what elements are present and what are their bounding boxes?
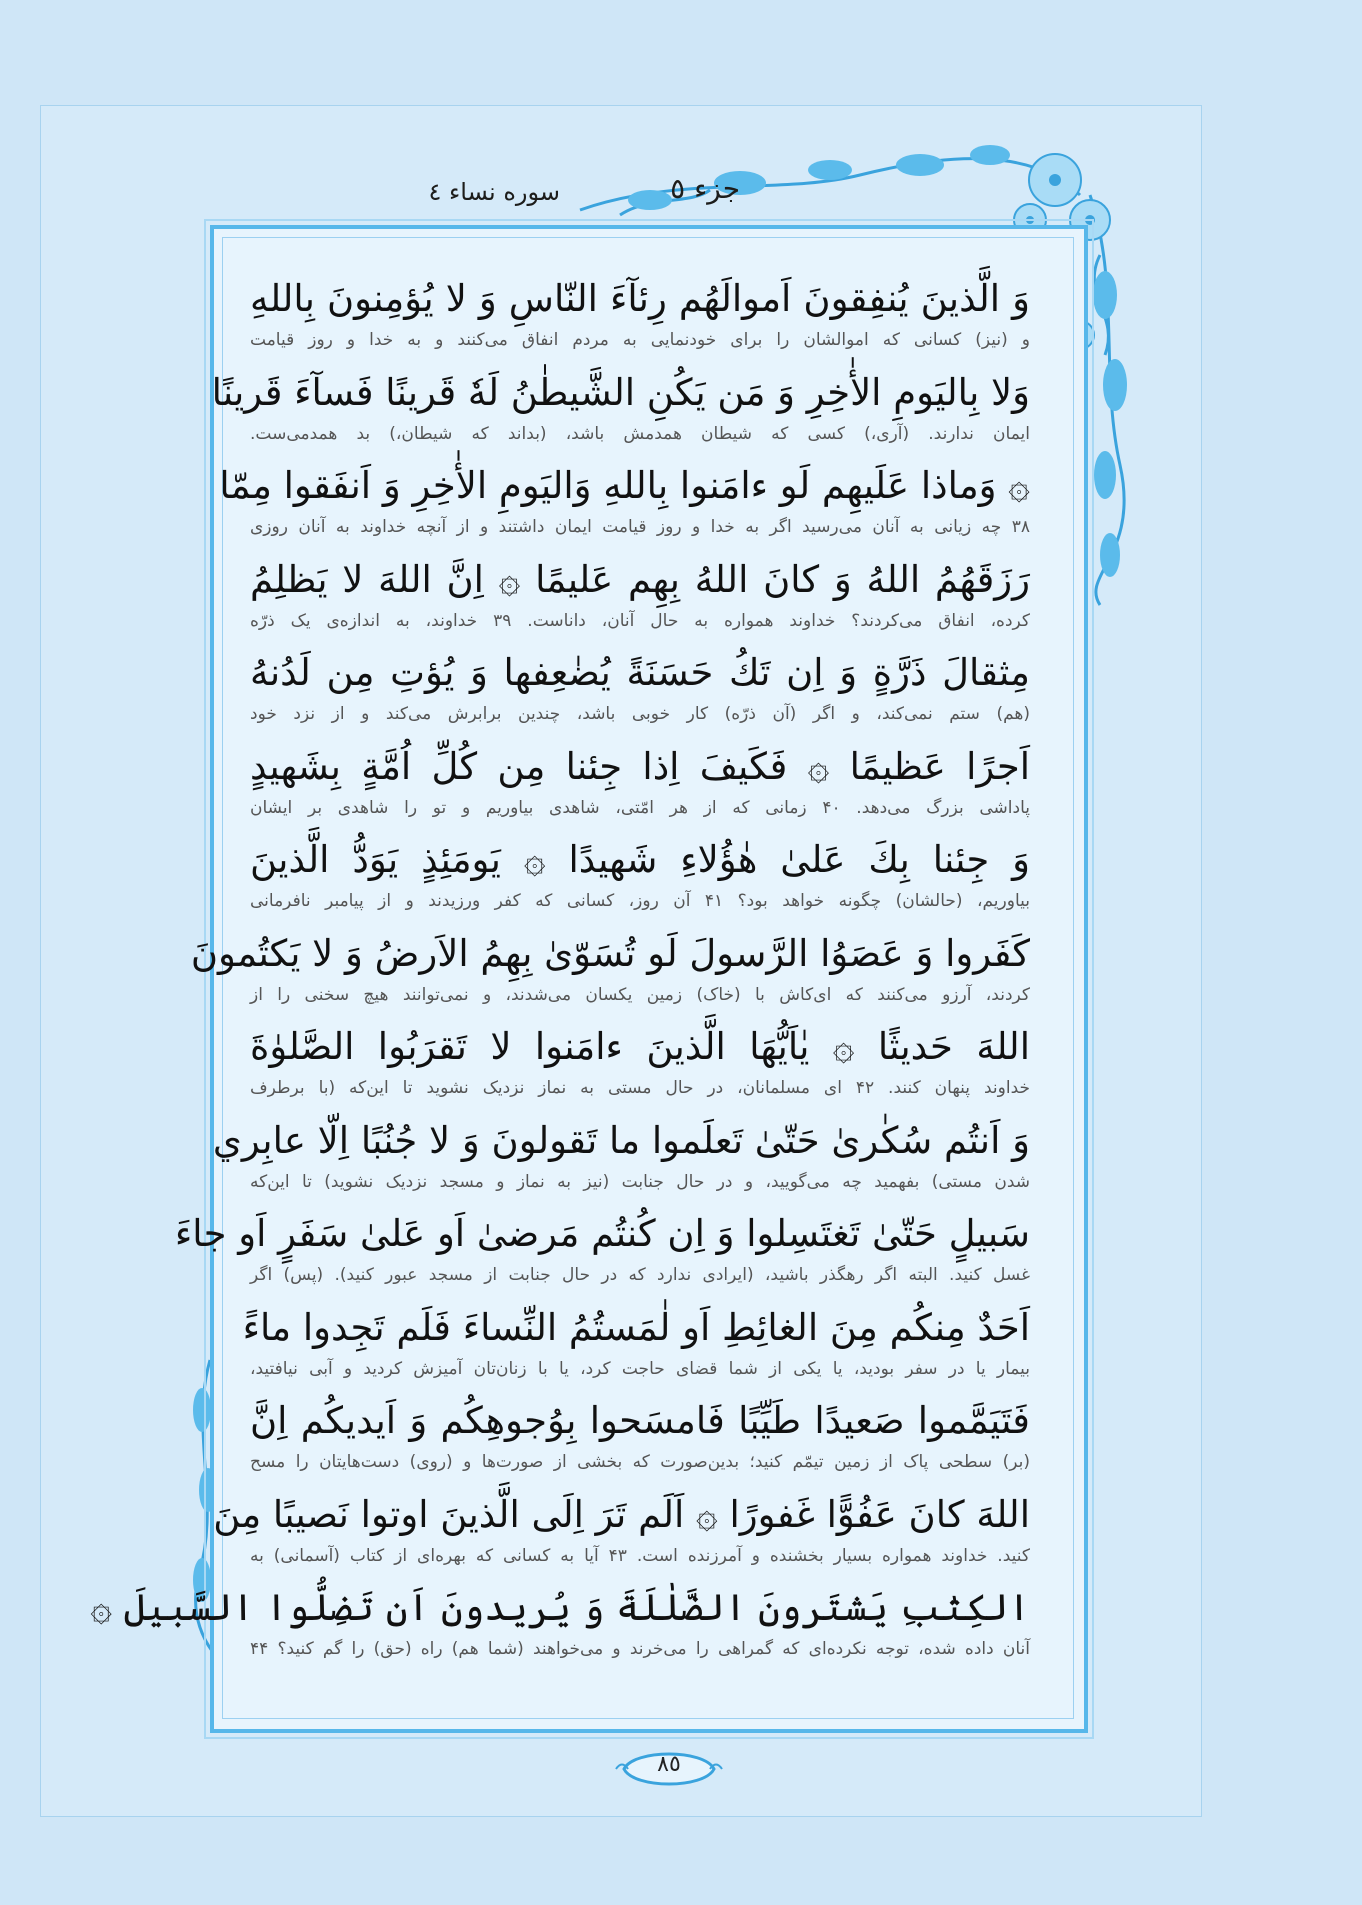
line-pair [250, 551, 1030, 645]
line-pair [250, 738, 1030, 832]
line-pair [250, 1392, 1030, 1486]
arabic-verse-line: اللهَ حَديثًا ۞ يٰاَيُّهَا الَّذينَ ءامَنوا لا تَقرَبُوا الصَّلوٰةَ [250, 1025, 1030, 1068]
line-pair [250, 644, 1030, 738]
arabic-verse-line: رَزَقَهُمُ اللهُ وَ كانَ اللهُ بِهِم عَليمًا ۞ اِنَّ اللهَ لا يَظلِمُ [250, 557, 1030, 601]
persian-translation-line: (بر) سطحی پاک از زمین تیمّم کنید؛ بدین‌صورت که بخشی از صورت‌ها و (روی) دست‌هایتان را مسح [250, 1452, 1030, 1472]
persian-translation-line: شدن مستی) بفهمید چه می‌گویید، و در حال جنابت (نیز به نماز و مسجد نزدیک نشوید) تا این‌که [250, 1171, 1030, 1192]
line-pair [242, 1299, 1030, 1393]
persian-translation-line: بیمار یا در سفر بودید، یا یکی از شما قضای حاجت کرد، یا با زنان‌تان آمیزش کردید و آبی نیافتید، [250, 1358, 1030, 1379]
persian-translation-line: خداوند پنهان کنند. ۴۲ ای مسلمانان، در حال مستی به نماز نزدیک نشوید تا این‌که (با برطرف [250, 1078, 1030, 1098]
persian-translation-line: کردند، آرزو می‌کنند که ای‌کاش با (خاک) زمین یکسان می‌شدند، و نمی‌توانند هیچ سخنی را از [250, 984, 1030, 1005]
line-pair [250, 270, 1030, 364]
line-pair [213, 1486, 1030, 1580]
persian-translation-line: و (نیز) کسانی که اموالشان را برای خودنمایی به مردم انفاق می‌کنند و به خدا و روز قیامت [250, 330, 1030, 350]
arabic-verse-line: وَلا بِاليَومِ الأٰخِرِ وَ مَن يَكُنِ الشَّيطٰنُ لَهٗ قَرينًا فَسآءَ قَرينًا [211, 370, 1030, 414]
persian-translation-line: پاداشی بزرگ می‌دهد. ۴۰ زمانی که از هر امّتی، شاهدی بیاوریم و تو را شاهدی بر ایشان [250, 797, 1030, 818]
line-pair [90, 1579, 1030, 1673]
surah-label: سوره نساء ٤ [428, 178, 560, 206]
page-header [400, 170, 820, 210]
persian-translation-line: کنید. خداوند همواره بسیار بخشنده و آمرزنده است. ۴۳ آیا به کسانی که بهره‌ای از کتاب (آسمانی) به [250, 1545, 1030, 1566]
line-pair [212, 1112, 1030, 1206]
persian-translation-line: ۳۸ چه زیانی به آنان می‌رسید اگر به خدا و روز قیامت ایمان داشتند و از آنچه خداوند به آنان روزی [250, 517, 1030, 537]
arabic-verse-line: ۞ وَماذا عَلَيهِم لَو ءامَنوا بِاللهِ وَاليَومِ الأٰخِرِ وَ اَنفَقوا مِمّا [219, 464, 1030, 507]
arabic-verse-line: اَحَدٌ مِنكُم مِنَ الغائِطِ اَو لٰمَستُمُ النِّساءَ فَلَم تَجِدوا ماءً [242, 1305, 1030, 1349]
arabic-verse-line: وَ الَّذينَ يُنفِقونَ اَموالَهُم رِئآءَ النّاسِ وَ لا يُؤمِنونَ بِاللهِ [250, 277, 1030, 320]
arabic-verse-line: مِثقالَ ذَرَّةٍ وَ اِن تَكُ حَسَنَةً يُضٰعِفها وَ يُؤتِ مِن لَدُنهُ [250, 651, 1030, 694]
persian-translation-line: ایمان ندارند. (آری،) کسی که شیطان همدمش باشد، (بداند که شیطان،) بد همدمی‌ست. [250, 423, 1030, 444]
arabic-verse-line: فَتَيَمَّموا صَعيدًا طَيِّبًا فَامسَحوا بِوُجوهِكُم وَ اَيديكُم اِنَّ [250, 1399, 1030, 1442]
line-pair [190, 925, 1030, 1019]
arabic-verse-line: الكِتٰبِ يَشتَرونَ الضَّلٰلَةَ وَ يُريدونَ اَن تَضِلُّوا السَّبيلَ ۞ [90, 1586, 1030, 1629]
arabic-verse-line: اللهَ كانَ عَفُوًّا غَفورًا ۞ اَلَم تَرَ اِلَى الَّذينَ اوتوا نَصيبًا مِنَ [213, 1492, 1030, 1536]
line-pair [211, 364, 1030, 458]
arabic-verse-line: وَ جِئنا بِكَ عَلىٰ هٰؤُلاءِ شَهيدًا ۞ يَومَئِذٍ يَوَدُّ الَّذينَ [250, 838, 1030, 881]
line-pair [219, 457, 1030, 551]
line-pair [174, 1205, 1030, 1299]
line-pair [250, 831, 1030, 925]
persian-translation-line: کرده، انفاق می‌کردند؟ خداوند همواره به حال آنان، داناست. ۳۹ خداوند، به اندازه‌ی یک ذرّه [250, 610, 1031, 631]
arabic-verse-line: وَ اَنتُم سُكٰرىٰ حَتّىٰ تَعلَموا ما تَقولونَ وَ لا جُنُبًا اِلّا عابِري [212, 1118, 1030, 1162]
page-number: ٨٥ [657, 1752, 681, 1777]
persian-translation-line: بیاوریم، (حالشان) چگونه خواهد بود؟ ۴۱ آن روز، کسانی که کفر ورزیدند و از پیامبر نافرمانی [250, 891, 1030, 911]
arabic-verse-line: كَفَروا وَ عَصَوُا الرَّسولَ لَو تُسَوّىٰ بِهِمُ الاَرضُ وَ لا يَكتُمونَ [190, 931, 1030, 975]
persian-translation-line: (هم) ستم نمی‌کند، و اگر (آن ذرّه) کار خوبی باشد، چندین برابرش می‌کند و از نزد خود [250, 704, 1030, 724]
arabic-verse-line: سَبيلٍ حَتّىٰ تَغتَسِلوا وَ اِن كُنتُم مَرضىٰ اَو عَلىٰ سَفَرٍ اَو جاءَ [174, 1212, 1030, 1255]
persian-translation-line: آنان داده شده، توجه نکرده‌ای که گمراهی را می‌خرند و می‌خواهند (شما هم) راه (حق) را گم کنید؟ ۴۴ [250, 1639, 1030, 1659]
verse-content [90, 270, 1031, 1673]
persian-translation-line: غسل کنید. البته اگر رهگذر باشید، (ایرادی ندارد که در حال جنابت از مسجد عبور کنید). (پس) اگر [250, 1265, 1030, 1285]
juz-label: جزء ٥ [670, 172, 740, 205]
line-pair [250, 1018, 1030, 1112]
arabic-verse-line: اَجرًا عَظيمًا ۞ فَكَيفَ اِذا جِئنا مِن كُلِّ اُمَّةٍ بِشَهيدٍ [250, 744, 1030, 788]
